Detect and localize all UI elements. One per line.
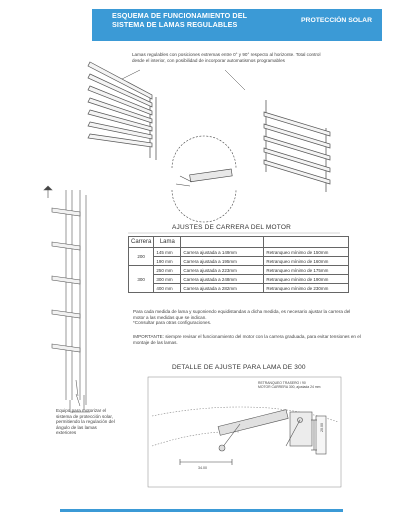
lama-cell: 190 mm [154, 257, 181, 266]
table-row [129, 266, 349, 275]
note-text-consult: *Consultar para otras configuraciones. [133, 320, 212, 326]
table-row [129, 248, 349, 257]
caption-motor: Equipo para motorizar el sistema de protección solar, permitiendo la regulación del ángulo de las lamas exteriores [56, 408, 115, 436]
header-section: PROTECCIÓN SOLAR [301, 17, 372, 24]
retranqueo-cell: Retranqueo mínimo de 160mm [264, 257, 349, 266]
retranqueo-cell: Retranqueo mínimo de 150mm [264, 248, 349, 257]
dim-vertical-label: 20.00 [320, 423, 324, 432]
table-row [129, 284, 349, 293]
important-text: IMPORTANTE: siempre revisar el funcionamiento del motor con la carrera graduada, para evitar tensiones en el montaje de las lamas. [133, 334, 361, 345]
detalle-label [258, 381, 328, 389]
detalle-title: DETALLE DE AJUSTE PARA LAMA DE 300 [172, 364, 306, 371]
table-header-lama: Lama [154, 237, 181, 248]
table-row [129, 257, 349, 266]
vertical-section-drawing [44, 186, 90, 412]
table-header-carrera: Carrera [129, 237, 154, 248]
carrera-cell: 200 [129, 248, 154, 266]
header-title-line1: ESQUEMA DE FUNCIONAMIENTO DEL [112, 11, 248, 20]
footer-line [60, 509, 343, 512]
detalle-label-line2: MOTOR CARRERA 300, ajustada 24 mm [258, 385, 321, 390]
table-row [129, 275, 349, 284]
table-header-ajuste [181, 237, 264, 248]
ajuste-cell: Carrera ajustada a 195mm [181, 257, 264, 266]
note-block [133, 309, 353, 326]
louver-closed-drawing [264, 100, 330, 192]
carrera-table [128, 236, 349, 293]
ajuste-cell: Carrera ajustada a 223mm [181, 266, 264, 275]
motor-detail-drawing [172, 136, 236, 222]
table-header-retranqueo [264, 237, 349, 248]
header-title-line2: SISTEMA DE LAMAS REGULABLES [112, 19, 238, 29]
retranqueo-cell: Retranqueo mínimo de 230mm [264, 284, 349, 293]
dim-horizontal-label: 34.00 [198, 466, 207, 470]
note-text: Para cada medida de lama y suponiendo equidistandas a dicha medida, es necesario ajustar la carrera del motor a las medidas que se indican. [133, 309, 351, 320]
detalle-drawing [148, 377, 341, 487]
table-header-row [129, 237, 349, 248]
ajuste-cell: Carrera ajustada a 282mm [181, 284, 264, 293]
detalle-label-line1: RETRANQUEO TRASERO / 90 [258, 381, 306, 385]
intro-text: Lamas regulables con posiciones extremas entre 0° y 90° respecto al horizonte. Total control desde el interior, con posibilidad de incorporar automatismos programables [132, 52, 321, 63]
lama-cell: 300 mm [154, 275, 181, 284]
ajuste-cell: Carrera ajustada a 149mm [181, 248, 264, 257]
carrera-cell: 300 [129, 266, 154, 293]
retranqueo-cell: Retranqueo mínimo de 175mm [264, 266, 349, 275]
lama-cell: 145 mm [154, 248, 181, 257]
lama-cell: 400 mm [154, 284, 181, 293]
table-title: AJUSTES DE CARRERA DEL MOTOR [172, 224, 292, 231]
ajuste-cell: Carrera ajustada a 248mm [181, 275, 264, 284]
lama-cell: 250 mm [154, 266, 181, 275]
retranqueo-cell: Retranqueo mínimo de 190mm [264, 275, 349, 284]
louver-open-drawing [88, 62, 156, 160]
